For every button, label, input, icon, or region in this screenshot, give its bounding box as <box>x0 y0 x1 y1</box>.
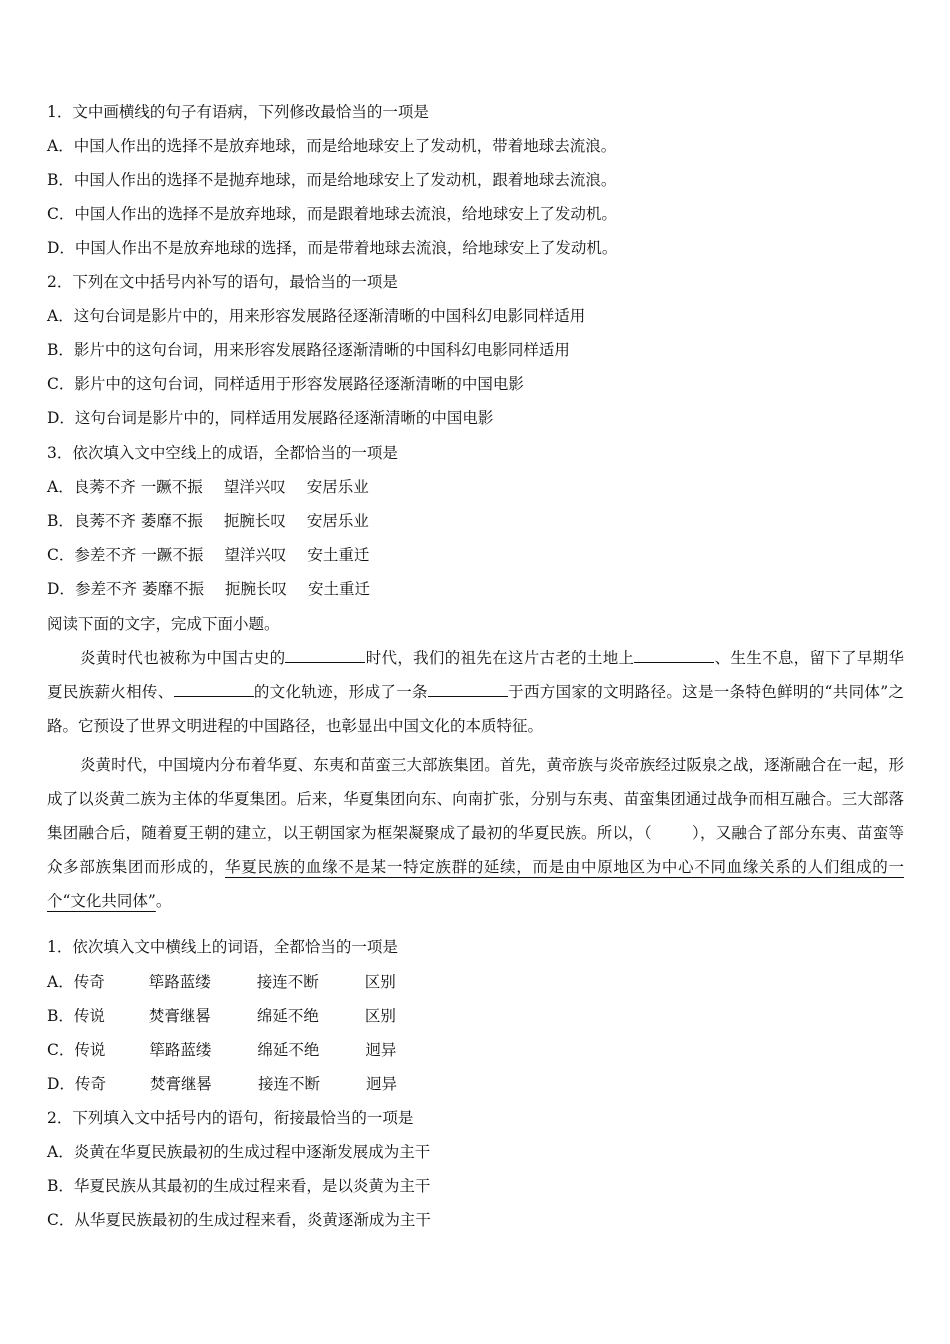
passage-text: ），又融合了部分东夷、苗蛮等众多部族集团而形成的， <box>47 824 904 877</box>
question-stem: 1．依次填入文中横线上的词语，全都恰当的一项是 <box>47 938 398 956</box>
option-word: 萎靡不振 <box>141 580 204 598</box>
option-a: A．中国人作出的选择不是放弃地球，而是给地球安上了发动机，带着地球去流浪。 <box>47 137 617 155</box>
underlined-sentence: 华夏民族的血缘不是某一特定族群的延续，而是由中原地区为中心不同血缘关系的人们组成的一个“文化共同体” <box>47 858 904 911</box>
option-a <box>47 477 369 497</box>
option-b <box>47 511 369 531</box>
question-stem: 2．下列填入文中括号内的语句，衔接最恰当的一项是 <box>47 1109 414 1127</box>
option-word: 安土重迁 <box>307 546 370 564</box>
option-word: 参差不齐 <box>74 580 137 598</box>
option-letter: D． <box>47 1075 75 1093</box>
option-letter: C． <box>47 1041 75 1059</box>
option-a: A．这句台词是影片中的，用来形容发展路径逐渐清晰的中国科幻电影同样适用 <box>47 307 586 325</box>
option-word: 接连不断 <box>257 1075 320 1093</box>
option-word: 迥异 <box>365 1075 397 1093</box>
option-letter: C． <box>47 546 75 564</box>
option-b: B．华夏民族从其最初的生成过程来看，是以炎黄为主干 <box>47 1177 431 1195</box>
fill-blank <box>174 682 254 697</box>
option-letter: B． <box>47 512 74 530</box>
option-b: B．影片中的这句台词，用来形容发展路径逐渐清晰的中国科幻电影同样适用 <box>47 341 570 359</box>
option-word: 筚路蓝缕 <box>149 1041 212 1059</box>
option-word: 良莠不齐 <box>73 478 136 496</box>
option-b: B．中国人作出的选择不是抛弃地球，而是给地球安上了发动机，跟着地球去流浪。 <box>47 171 617 189</box>
option-word: 焚膏继晷 <box>148 1007 211 1025</box>
passage-text: 炎黄时代，中国境内分布着华夏、东夷和苗蛮三大部族集团。首先，黄帝族与炎帝族经过阪泉之战，逐渐融合在一起，形成了以炎黄二族为主体的华夏集团。后来，华夏集团向东、向南扩张，分别与东夷、苗蛮集团通过战争而相互融合。三大部落集团融合后，随着夏王朝的建立，以王朝国家为框架凝聚成了最初的华夏民族。所以，（ <box>47 756 904 843</box>
question-stem: 2．下列在文中括号内补写的语句，最恰当的一项是 <box>47 273 398 291</box>
option-b <box>47 1006 396 1026</box>
fill-blank <box>428 682 508 697</box>
passage-text: 、生生不息，留下了早期华夏民族薪火相传、 <box>47 649 904 702</box>
option-word: 萎靡不振 <box>140 512 203 530</box>
passage-text: 时代，我们的祖先在这片古老的土地上 <box>365 649 635 667</box>
option-a <box>47 972 396 992</box>
option-word: 区别 <box>364 1007 396 1025</box>
option-word: 参差不齐 <box>74 546 137 564</box>
option-word: 焚膏继晷 <box>149 1075 212 1093</box>
option-word: 扼腕长叹 <box>223 512 286 530</box>
option-d <box>47 579 370 599</box>
fill-blank <box>634 648 714 663</box>
passage-text: 。 <box>155 892 172 911</box>
option-d <box>47 1074 397 1094</box>
passage-text: 于西方国家的文明路径。这是一条特色鲜明的“共同体”之路。它预设了世界文明进程的中国路径，也彰显出中国文化的本质特征。 <box>47 683 904 736</box>
option-word: 安居乐业 <box>306 478 369 496</box>
option-word: 筚路蓝缕 <box>148 973 211 991</box>
option-word: 传奇 <box>73 973 105 991</box>
option-c <box>47 545 369 565</box>
option-letter: D． <box>47 580 75 598</box>
option-c: C．影片中的这句台词，同样适用于形容发展路径逐渐清晰的中国电影 <box>47 375 524 393</box>
question-stem: 1．文中画横线的句子有语病，下列修改最恰当的一项是 <box>47 103 429 121</box>
option-word: 传说 <box>73 1007 105 1025</box>
option-word: 传奇 <box>74 1075 106 1093</box>
option-word: 一蹶不振 <box>141 546 204 564</box>
option-word: 望洋兴叹 <box>223 478 286 496</box>
fill-blank <box>285 648 365 663</box>
option-word: 传说 <box>74 1041 106 1059</box>
option-a: A．炎黄在华夏民族最初的生成过程中逐渐发展成为主干 <box>47 1143 431 1161</box>
option-word: 良莠不齐 <box>73 512 136 530</box>
option-c: C．从华夏民族最初的生成过程来看，炎黄逐渐成为主干 <box>47 1211 431 1229</box>
passage-text: 的文化轨迹，形成了一条 <box>253 683 428 702</box>
option-word: 安居乐业 <box>306 512 369 530</box>
option-word: 接连不断 <box>256 973 319 991</box>
option-word: 迥异 <box>365 1041 397 1059</box>
option-letter: B． <box>47 1007 74 1025</box>
option-c: C．中国人作出的选择不是放弃地球，而是跟着地球去流浪，给地球安上了发动机。 <box>47 205 617 223</box>
option-d: D．这句台词是影片中的，同样适用发展路径逐渐清晰的中国电影 <box>47 409 494 427</box>
passage-text: 炎黄时代也被称为中国古史的 <box>80 649 286 667</box>
option-letter: A． <box>47 478 74 496</box>
option-word: 一蹶不振 <box>140 478 203 496</box>
option-c <box>47 1040 396 1060</box>
option-word: 安土重迁 <box>307 580 370 598</box>
reading-instruction: 阅读下面的文字，完成下面小题。 <box>47 615 280 633</box>
question-stem: 3．依次填入文中空线上的成语，全都恰当的一项是 <box>47 444 398 462</box>
option-word: 扼腕长叹 <box>224 580 287 598</box>
option-word: 绵延不绝 <box>256 1007 319 1025</box>
option-word: 区别 <box>364 973 396 991</box>
option-word: 望洋兴叹 <box>224 546 287 564</box>
passage-paragraph-1 <box>47 641 904 743</box>
option-letter: A． <box>47 973 74 991</box>
passage-paragraph-2 <box>47 748 904 918</box>
option-d: D．中国人作出不是放弃地球的选择，而是带着地球去流浪，给地球安上了发动机。 <box>47 239 618 257</box>
option-word: 绵延不绝 <box>257 1041 320 1059</box>
